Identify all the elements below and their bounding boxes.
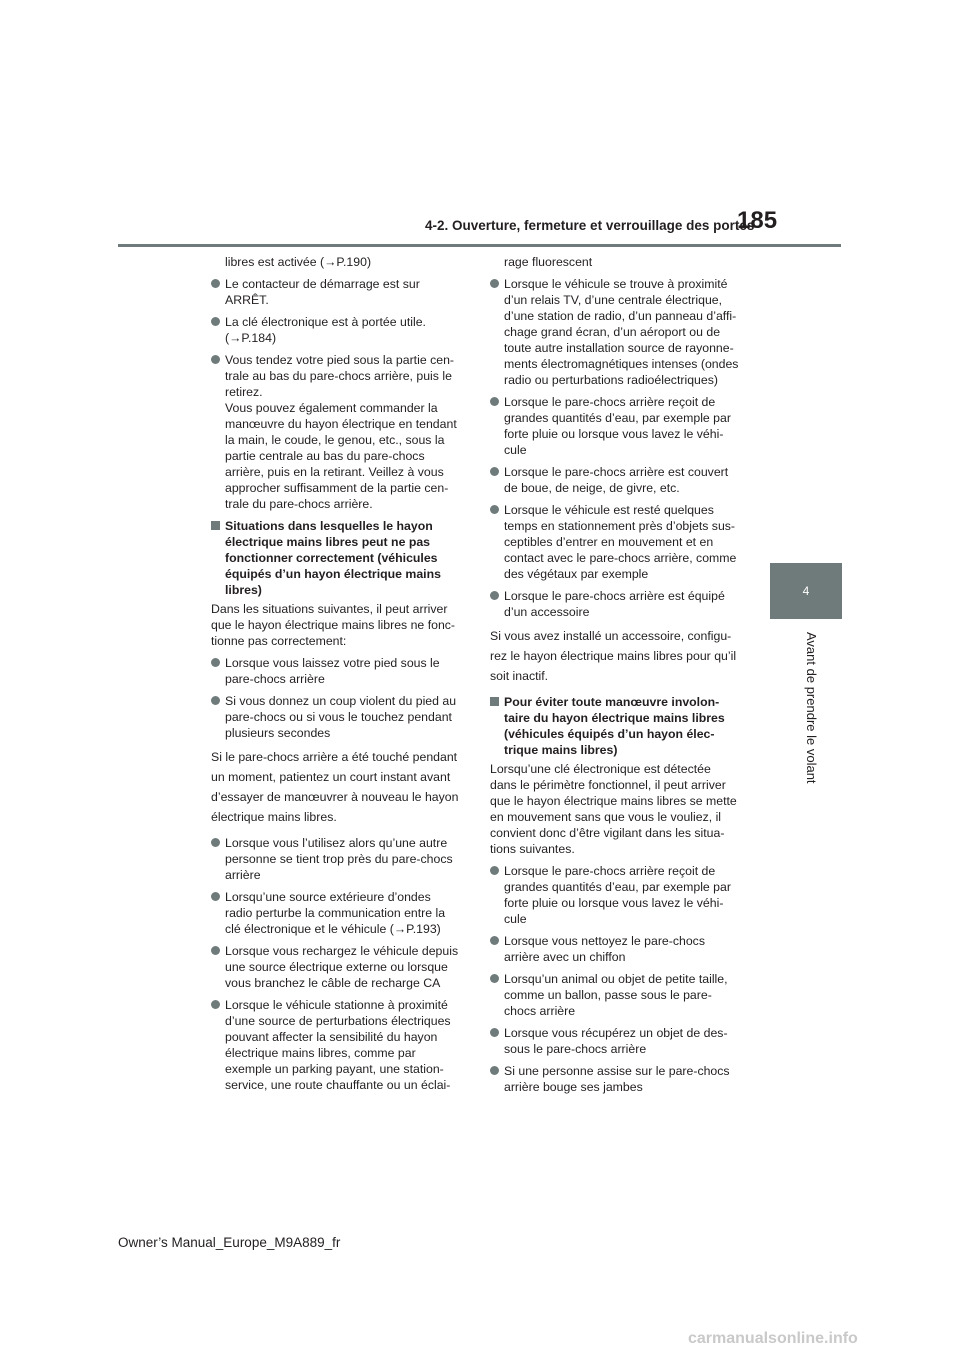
note-paragraph: Si le pare-chocs arrière a été touché pendant un moment, patientez un court instant avant d’essayer de manœuvrer à nouveau le hayon électrique mains libres. bbox=[211, 750, 459, 824]
bullet-dot-icon bbox=[211, 279, 220, 288]
right-column bbox=[490, 254, 752, 1101]
bullet-dot-icon bbox=[211, 838, 220, 847]
list-item-text: La clé électronique est à portée utile. (→P.184) bbox=[225, 315, 426, 345]
bullet-dot-icon bbox=[211, 317, 220, 326]
list-item-text: Lorsqu’un animal ou objet de petite taille, comme un ballon, passe sous le pare- chocs arrière bbox=[504, 972, 728, 1018]
list-item-text: Lorsqu’une source extérieure d’ondes radio perturbe la communication entre la clé électronique et le véhicule (→P.193) bbox=[225, 890, 446, 936]
bullet-dot-icon bbox=[490, 397, 499, 406]
list-item-text: Lorsque le véhicule se trouve à proximité d’un relais TV, d’une centrale électrique, d’une station de radio, d’un panneau d’affi- chage grand écran, d’un aéroport ou de toute autre installation source de rayonne- ments électromagnétiques intenses (ondes radio ou perturbations radioélectriques) bbox=[504, 277, 739, 387]
list-item bbox=[490, 276, 752, 388]
list-item-text: Lorsque le pare-chocs arrière est couvert de boue, de neige, de givre, etc. bbox=[504, 465, 729, 495]
bullet-dot-icon bbox=[211, 355, 220, 364]
list-item-text: Si vous donnez un coup violent du pied au pare-chocs ou si vous le touchez pendant plusieurs secondes bbox=[225, 694, 457, 740]
bullet-dot-icon bbox=[490, 467, 499, 476]
list-item bbox=[211, 943, 473, 991]
list-item bbox=[490, 971, 752, 1019]
section-title: 4-2. Ouverture, fermeture et verrouillage des portes bbox=[425, 218, 755, 233]
list-item bbox=[211, 655, 473, 687]
list-item bbox=[490, 933, 752, 965]
list-item bbox=[211, 314, 473, 346]
list-item bbox=[490, 1025, 752, 1057]
bullet-dot-icon bbox=[211, 658, 220, 667]
bullet-dot-icon bbox=[490, 279, 499, 288]
list-item-text: Lorsque vous rechargez le véhicule depuis une source électrique externe ou lorsque vous branchez le câble de recharge CA bbox=[225, 944, 459, 990]
list-item bbox=[490, 502, 752, 582]
bullet-dot-icon bbox=[490, 936, 499, 945]
list-item-text: Si une personne assise sur le pare-chocs arrière bouge ses jambes bbox=[504, 1064, 730, 1094]
intro-paragraph: Dans les situations suivantes, il peut arriver que le hayon électrique mains libres ne fonc- tionne pas correctement: bbox=[211, 602, 456, 648]
list-item bbox=[490, 394, 752, 458]
list-item bbox=[211, 276, 473, 308]
list-item bbox=[211, 997, 473, 1093]
list-item bbox=[211, 693, 473, 741]
continued-text: rage fluorescent bbox=[504, 255, 593, 269]
chapter-tab bbox=[770, 563, 842, 619]
list-item-text: Lorsque le véhicule stationne à proximité d’une source de perturbations électriques pouvant affecter la sensibilité du hayon électrique mains libres, comme par exemple un parking payant, une station- service, une route chauffante ou un éclai- bbox=[225, 998, 451, 1092]
list-item-text: Lorsque le véhicule est resté quelques temps en stationnement près d’objets sus- ceptibles d’entrer en mouvement et en contact avec le pare-chocs arrière, comme des végétaux par exemple bbox=[504, 503, 737, 581]
bullet-dot-icon bbox=[490, 866, 499, 875]
list-item-text: Lorsque le pare-chocs arrière reçoit de grandes quantités d’eau, par exemple par forte pluie ou lorsque vous lavez le véhi- cule bbox=[504, 864, 731, 926]
bullet-dot-icon bbox=[211, 946, 220, 955]
bullet-dot-icon bbox=[490, 505, 499, 514]
list-item bbox=[211, 352, 473, 512]
list-item bbox=[490, 1063, 752, 1095]
list-item-text: Lorsque vous laissez votre pied sous le pare-chocs arrière bbox=[225, 656, 440, 686]
list-item bbox=[490, 863, 752, 927]
note-paragraph: Si vous avez installé un accessoire, configu- rez le hayon électrique mains libres pour qu’il soit inactif. bbox=[490, 629, 737, 683]
square-bullet-icon bbox=[490, 697, 499, 706]
list-item-text: Lorsque vous l’utilisez alors qu’une autre personne se tient trop près du pare-chocs arrière bbox=[225, 836, 453, 882]
list-item-text: Lorsque le pare-chocs arrière est équipé d’un accessoire bbox=[504, 589, 725, 619]
section-heading bbox=[490, 694, 752, 758]
bullet-dot-icon bbox=[211, 1000, 220, 1009]
footer-text: Owner’s Manual_Europe_M9A889_fr bbox=[118, 1235, 341, 1250]
bullet-dot-icon bbox=[490, 1028, 499, 1037]
list-item bbox=[211, 835, 473, 883]
list-item-text: Lorsque le pare-chocs arrière reçoit de grandes quantités d’eau, par exemple par forte pluie ou lorsque vous lavez le véhi- cule bbox=[504, 395, 731, 457]
bullet-dot-icon bbox=[490, 974, 499, 983]
chapter-label: Avant de prendre le volant bbox=[804, 632, 819, 784]
list-item bbox=[211, 889, 473, 937]
header-rule bbox=[118, 244, 841, 247]
intro-paragraph: Lorsqu’une clé électronique est détectée dans le périmètre fonctionnel, il peut arriver que le hayon électrique mains libres se mette en mouvement sans que vous le vouliez, il convient donc d’être vigilant dans les situa- tions suivantes. bbox=[490, 762, 737, 856]
list-item bbox=[490, 464, 752, 496]
bullet-dot-icon bbox=[211, 696, 220, 705]
section-heading bbox=[211, 518, 473, 598]
list-item-text: Vous tendez votre pied sous la partie cen- trale au bas du pare-chocs arrière, puis le retirez. Vous pouvez également commander la manœuvre du hayon électrique en tendant la main, le coude, le genou, etc., sous la partie centrale au bas du pare-chocs arrière, puis en la retirant. Veillez à vous approcher suffisamment de la partie cen- trale du pare-chocs arrière. bbox=[225, 353, 457, 511]
list-item-text: Le contacteur de démarrage est sur ARRÊT. bbox=[225, 277, 420, 307]
square-bullet-icon bbox=[211, 521, 220, 530]
bullet-dot-icon bbox=[490, 1066, 499, 1075]
list-item-text: Lorsque vous récupérez un objet de des- sous le pare-chocs arrière bbox=[504, 1026, 728, 1056]
section-heading-text: Pour éviter toute manœuvre involon- taire du hayon électrique mains libres (véhicules équipés d’un hayon élec- trique mains libres) bbox=[504, 695, 725, 757]
chapter-number: 4 bbox=[802, 584, 810, 598]
list-item bbox=[490, 588, 752, 620]
list-item-text: Lorsque vous nettoyez le pare-chocs arrière avec un chiffon bbox=[504, 934, 705, 964]
left-column bbox=[211, 254, 473, 1099]
page-number: 185 bbox=[737, 207, 778, 234]
bullet-dot-icon bbox=[490, 591, 499, 600]
continued-text: libres est activée (→P.190) bbox=[225, 255, 372, 269]
watermark: carmanualsonline.info bbox=[688, 1330, 858, 1347]
bullet-dot-icon bbox=[211, 892, 220, 901]
section-heading-text: Situations dans lesquelles le hayon électrique mains libres peut ne pas fonctionner correctement (véhicules équipés d’un hayon électrique mains libres) bbox=[225, 519, 441, 597]
